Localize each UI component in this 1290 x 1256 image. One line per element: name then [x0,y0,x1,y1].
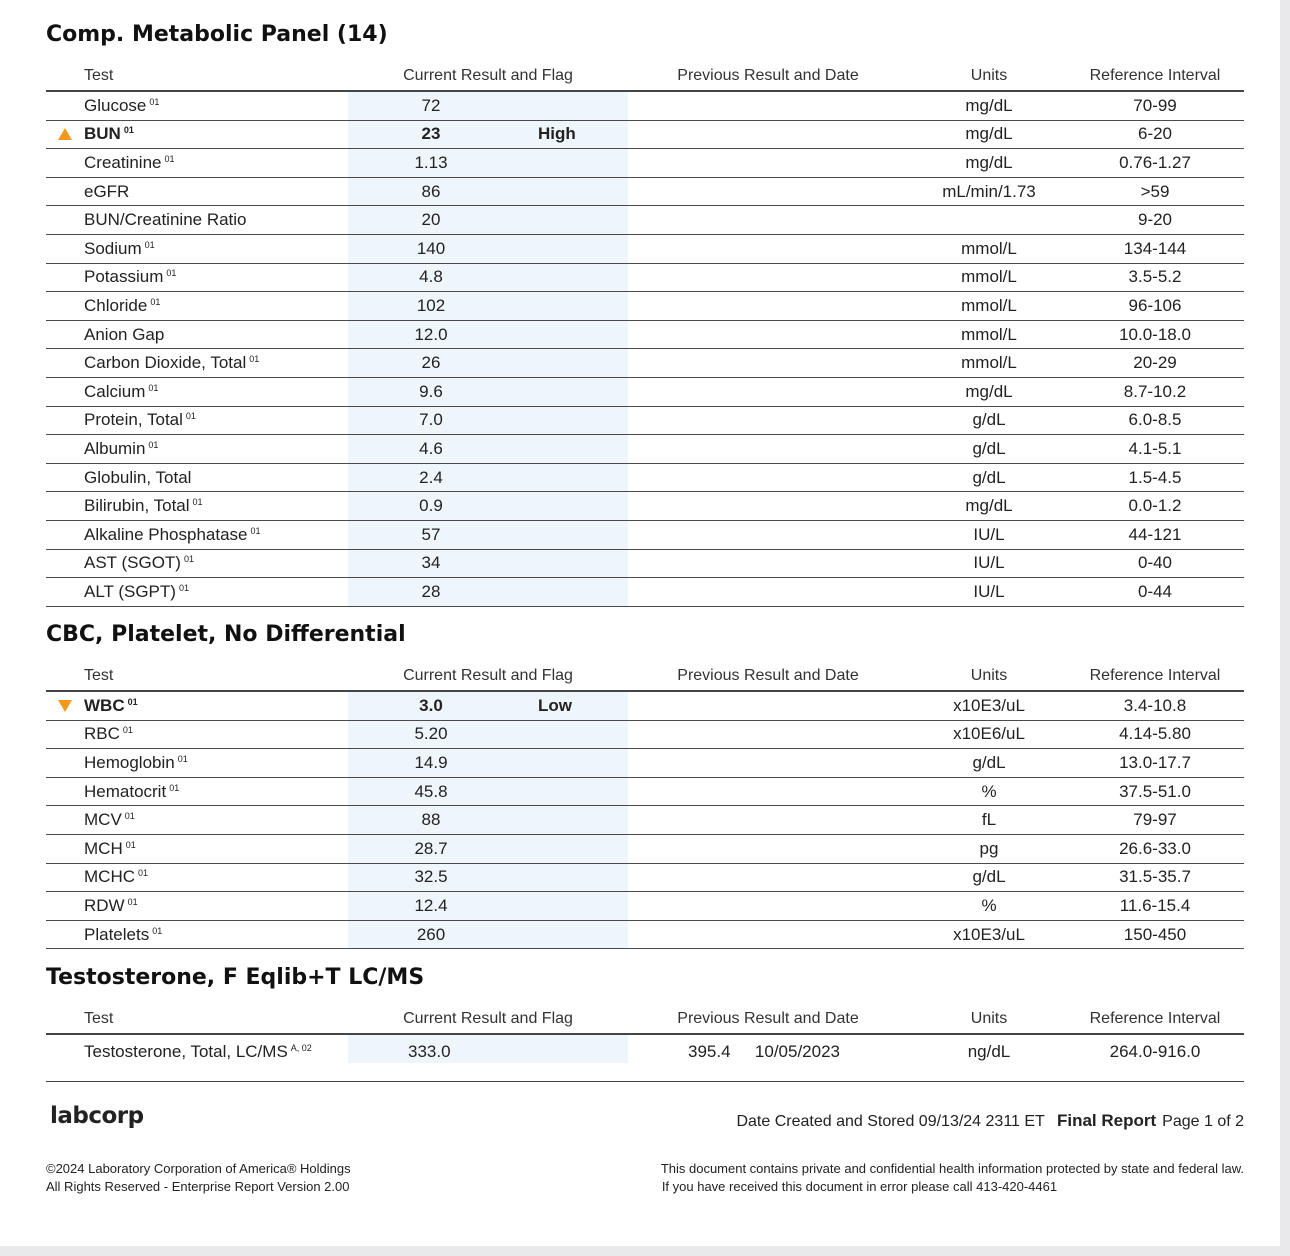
test-reference: 96-106 [1128,295,1182,315]
test-name: MCHC $^{01}$ [84,867,149,887]
test-name: ALT (SGPT) $^{01}$ [84,581,189,601]
date-value: 09/13/24 2311 ET [918,1113,1045,1130]
table-row [46,178,1244,207]
test-reference: 1.5-4.5 [1128,467,1182,487]
test-reference: 26.6-33.0 [1119,838,1191,858]
test-unit: x10E6/uL [953,724,1025,744]
test-reference: 4.1-5.1 [1128,438,1182,458]
test-unit: mg/dL [965,95,1013,115]
test-name: Anion Gap [84,324,165,344]
test-unit: % [981,895,997,915]
table-row [46,464,1244,493]
test-unit: IU/L [973,553,1005,573]
test-unit: mL/min/1.73 [942,181,1036,201]
test-unit: mmol/L [961,238,1017,258]
table-row [46,864,1244,893]
table-row [46,1035,1244,1069]
test-reference: 6-20 [1137,124,1173,144]
test-name: Globulin, Total [84,467,192,487]
test-result: 7.0 [419,410,443,430]
header-units: Units [970,667,1008,684]
test-result: 28 [421,581,441,601]
test-result: 333.0 [408,1042,451,1061]
test-name: RBC $^{01}$ [84,724,133,744]
cmp-section [46,20,1244,607]
flag-cell [46,700,84,712]
test-result: 26 [421,353,441,373]
table-row [46,321,1244,350]
test-name: AST (SGOT) $^{01}$ [84,553,194,573]
test-reference: 0-40 [1137,553,1173,573]
test-reference: 20-29 [1133,353,1177,373]
test-name: BUN/Creatinine Ratio [84,210,247,230]
test-result: 12.0 [414,324,448,344]
test-reference: 70-99 [1133,95,1177,115]
test-reference: 8.7-10.2 [1123,381,1187,401]
test-unit: ng/dL [967,1042,1011,1061]
test-name: Hemoglobin $^{01}$ [84,752,188,772]
test-name: Testosterone, Total, LC/MS $^{A, 02}$ [84,1042,312,1061]
table-header [46,662,1244,692]
header-previous: Previous Result and Date [677,667,859,684]
header-reference: Reference Interval [1089,1010,1221,1027]
test-result: 20 [421,210,441,230]
test-unit: mg/dL [965,496,1013,516]
test-result: 34 [421,553,441,573]
table-row [46,92,1244,121]
table-row [46,264,1244,293]
test-unit: IU/L [973,524,1005,544]
previous-date: 10/05/2023 [754,1042,840,1061]
test-unit: % [981,781,997,801]
header-previous: Previous Result and Date [677,67,859,84]
table-row [46,235,1244,264]
table-row [46,578,1244,607]
test-name: MCV $^{01}$ [84,810,135,830]
test-name: eGFR [84,181,130,201]
footer-divider [46,1081,1244,1082]
table-row [46,892,1244,921]
high-flag-triangle-icon [58,128,72,140]
table-row [46,149,1244,178]
table-header [46,1005,1244,1035]
table-row [46,121,1244,150]
test-name: RDW $^{01}$ [84,895,138,915]
test-reference: 37.5-51.0 [1119,781,1191,801]
test-result: 1.13 [414,152,448,172]
test-reference: 10.0-18.0 [1119,324,1191,344]
header-test: Test [84,67,114,84]
test-unit: g/dL [972,467,1006,487]
test-reference: 0.0-1.2 [1128,496,1182,516]
previous-result [628,1042,908,1062]
header-reference: Reference Interval [1089,67,1221,84]
test-result: 86 [421,181,441,201]
test-name: Platelets $^{01}$ [84,924,163,944]
test-unit: g/dL [972,410,1006,430]
confidentiality-notice: This document contains private and confidential health information protected by state and federal law. If you have received this document in error please call 413-420-4461 [660,1161,1244,1194]
test-name: Creatinine $^{01}$ [84,152,175,172]
test-unit: g/dL [972,752,1006,772]
labcorp-logo: labcorp [50,1103,144,1129]
test-result: 72 [421,95,441,115]
test-result: 88 [421,810,441,830]
table-row [46,721,1244,750]
header-reference: Reference Interval [1089,667,1221,684]
header-test: Test [84,1010,114,1027]
test-result: 57 [421,524,441,544]
test-result: 0.9 [419,496,443,516]
test-result: 4.6 [419,438,443,458]
test-reference: 9-20 [1137,210,1173,230]
header-previous: Previous Result and Date [677,1010,859,1027]
test-unit: IU/L [973,581,1005,601]
test-name: Alkaline Phosphatase $^{01}$ [84,524,261,544]
test-name: BUN $^{01}$ [84,124,134,144]
test-unit: mmol/L [961,267,1017,287]
table-row [46,407,1244,436]
test-name: Calcium $^{01}$ [84,381,159,401]
test-name: Glucose $^{01}$ [84,95,160,115]
test-result: 12.4 [414,895,448,915]
test-reference: 3.5-5.2 [1128,267,1182,287]
test-reference: 150-450 [1123,924,1187,944]
test-reference: 79-97 [1133,810,1177,830]
test-unit: mg/dL [965,381,1013,401]
header-test: Test [84,667,114,684]
test-reference: 13.0-17.7 [1119,752,1191,772]
table-row [46,921,1244,950]
test-flag: Low [538,695,572,715]
testosterone-section [46,963,1244,1069]
header-result: Current Result and Flag [403,667,573,684]
table-row [46,521,1244,550]
test-unit: mg/dL [965,152,1013,172]
test-result: 14.9 [414,752,448,772]
test-result: 260 [416,924,446,944]
test-reference: 11.6-15.4 [1119,895,1191,915]
test-name: WBC $^{01}$ [84,695,138,715]
test-result: 32.5 [414,867,448,887]
test-reference: 3.4-10.8 [1123,695,1187,715]
table-row [46,749,1244,778]
test-unit: fL [981,810,997,830]
header-units: Units [970,1010,1008,1027]
test-reference: >59 [1140,181,1170,201]
table-row [46,349,1244,378]
section-title: Testosterone, F Eqlib+T LC/MS [46,965,425,990]
test-unit: x10E3/uL [953,695,1025,715]
test-unit: g/dL [972,438,1006,458]
test-result: 2.4 [419,467,443,487]
table-row [46,292,1244,321]
section-title: Comp. Metabolic Panel (14) [46,22,388,47]
test-unit: mmol/L [961,324,1017,344]
header-units: Units [970,67,1008,84]
table-row [46,778,1244,807]
test-unit: mg/dL [965,124,1013,144]
table-row [46,806,1244,835]
test-reference: 4.14-5.80 [1119,724,1191,744]
test-name: Bilirubin, Total $^{01}$ [84,496,203,516]
copyright: ©2024 Laboratory Corporation of America® Holdings All Rights Reserved - Enterprise Report Version 2.00 [46,1161,351,1194]
test-result: 4.8 [419,267,443,287]
test-reference: 264.0-916.0 [1109,1042,1201,1061]
low-flag-triangle-icon [58,700,72,712]
test-result: 5.20 [414,724,448,744]
test-name: Potassium $^{01}$ [84,267,177,287]
test-result: 28.7 [414,838,448,858]
test-result: 9.6 [419,381,443,401]
section-title: CBC, Platelet, No Differential [46,622,406,647]
flag-cell [46,128,84,140]
table-row [46,206,1244,235]
test-flag: High [538,124,576,144]
test-result: 45.8 [414,781,448,801]
test-reference: 6.0-8.5 [1128,410,1182,430]
previous-value: 395.4 [688,1042,731,1061]
report-meta [736,1111,1244,1131]
table-row [46,835,1244,864]
test-name: MCH $^{01}$ [84,838,136,858]
header-result: Current Result and Flag [403,67,573,84]
table-row [46,435,1244,464]
test-reference: 44-121 [1128,524,1182,544]
table-row [46,492,1244,521]
test-result: 102 [416,295,446,315]
final-report-label: Final Report [1056,1111,1157,1130]
test-unit: x10E3/uL [953,924,1025,944]
table-header [46,62,1244,92]
test-name: Hematocrit $^{01}$ [84,781,180,801]
test-name: Carbon Dioxide, Total $^{01}$ [84,353,260,373]
cbc-section [46,620,1244,949]
table-row [46,550,1244,579]
test-reference: 134-144 [1123,238,1187,258]
test-name: Chloride $^{01}$ [84,295,161,315]
test-result: 3.0 [419,695,443,715]
test-reference: 31.5-35.7 [1119,867,1191,887]
date-label: Date Created and Stored [736,1113,915,1130]
header-result: Current Result and Flag [403,1010,573,1027]
test-name: Albumin $^{01}$ [84,438,159,458]
test-name: Sodium $^{01}$ [84,238,155,258]
table-row [46,692,1244,721]
test-unit: mmol/L [961,295,1017,315]
test-unit: pg [979,838,999,858]
test-result: 140 [416,238,446,258]
test-unit: mmol/L [961,353,1017,373]
test-reference: 0-44 [1137,581,1173,601]
test-reference: 0.76-1.27 [1119,152,1191,172]
page-number: Page 1 of 2 [1162,1113,1244,1130]
test-unit: g/dL [972,867,1006,887]
table-row [46,378,1244,407]
test-name: Protein, Total $^{01}$ [84,410,196,430]
test-result: 23 [421,124,441,144]
